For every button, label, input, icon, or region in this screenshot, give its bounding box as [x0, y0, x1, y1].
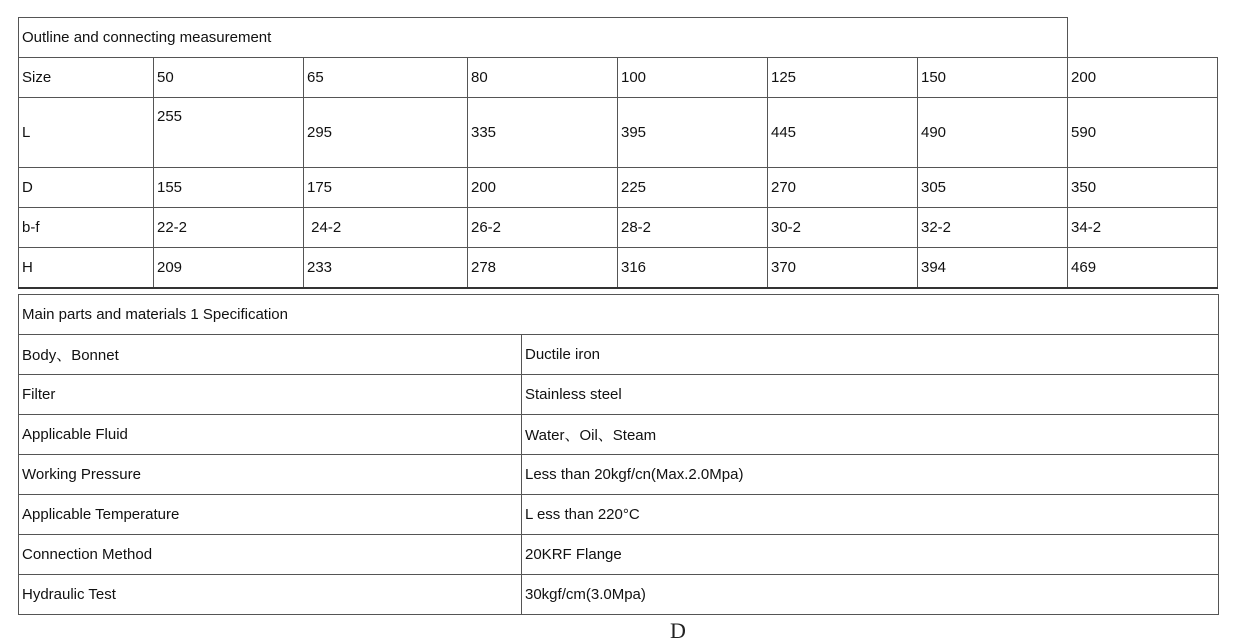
table-cell: 100	[618, 58, 768, 98]
row-label: L	[19, 98, 154, 168]
table-cell: 305	[918, 168, 1068, 208]
table-cell: 32-2	[918, 208, 1068, 248]
table-cell: 20KRF Flange	[522, 535, 1219, 575]
table-cell: Stainless steel	[522, 375, 1219, 415]
table-cell: 22-2	[154, 208, 304, 248]
table-row	[19, 535, 1219, 575]
table-cell: 335	[468, 98, 618, 168]
table-cell: 34-2	[1068, 208, 1218, 248]
row-label: D	[19, 168, 154, 208]
table-cell: 30-2	[768, 208, 918, 248]
table-cell: Water、Oil、Steam	[522, 415, 1219, 455]
row-label: Connection Method	[19, 535, 522, 575]
row-label: Body、Bonnet	[19, 335, 522, 375]
table-cell: 445	[768, 98, 918, 168]
table-row	[19, 248, 1218, 288]
table-cell: 26-2	[468, 208, 618, 248]
table-cell: 175	[304, 168, 468, 208]
row-label: H	[19, 248, 154, 288]
table-cell: 150	[918, 58, 1068, 98]
table-cell: 209	[154, 248, 304, 288]
table-cell: 395	[618, 98, 768, 168]
table-cell: 590	[1068, 98, 1218, 168]
table-cell: 50	[154, 58, 304, 98]
row-label: Applicable Fluid	[19, 415, 522, 455]
table-cell: Less than 20kgf/cn(Max.2.0Mpa)	[522, 455, 1219, 495]
table-cell: 233	[304, 248, 468, 288]
table-cell: 316	[618, 248, 768, 288]
table-cell: 28-2	[618, 208, 768, 248]
section-title: Main parts and materials 1 Specification	[19, 295, 1219, 335]
materials-table	[18, 294, 1219, 615]
table-cell: 490	[918, 98, 1068, 168]
table-row	[19, 18, 1218, 58]
table-cell: 30kgf/cm(3.0Mpa)	[522, 575, 1219, 615]
row-label: Filter	[19, 375, 522, 415]
table-cell: Ductile iron	[522, 335, 1219, 375]
table-cell: 155	[154, 168, 304, 208]
row-label: Size	[19, 58, 154, 98]
table-cell: 65	[304, 58, 468, 98]
outline-measurement-table	[18, 17, 1218, 289]
table-row	[19, 208, 1218, 248]
table-cell: 225	[618, 168, 768, 208]
table-row	[19, 98, 1218, 168]
table-cell: 125	[768, 58, 918, 98]
table-cell: 270	[768, 168, 918, 208]
table-row	[19, 335, 1219, 375]
table-row	[19, 58, 1218, 98]
table-row	[19, 575, 1219, 615]
table-cell: 200	[468, 168, 618, 208]
table-cell: 255	[154, 98, 304, 168]
table-cell: 295	[304, 98, 468, 168]
row-label: b-f	[19, 208, 154, 248]
table-row	[19, 295, 1219, 335]
row-label: Hydraulic Test	[19, 575, 522, 615]
table-cell: 278	[468, 248, 618, 288]
cutoff-text: D	[670, 618, 686, 643]
table-cell: 80	[468, 58, 618, 98]
table-cell: L ess than 220°C	[522, 495, 1219, 535]
table-row	[19, 168, 1218, 208]
section-title: Outline and connecting measurement	[19, 18, 1068, 58]
table-cell: 24-2	[304, 208, 468, 248]
table-row	[19, 375, 1219, 415]
table-cell: 350	[1068, 168, 1218, 208]
table-row	[19, 495, 1219, 535]
table-cell: 370	[768, 248, 918, 288]
row-label: Working Pressure	[19, 455, 522, 495]
row-label: Applicable Temperature	[19, 495, 522, 535]
table-cell: 200	[1068, 58, 1218, 98]
table-row	[19, 455, 1219, 495]
table-cell: 394	[918, 248, 1068, 288]
table-row	[19, 415, 1219, 455]
table-cell: 469	[1068, 248, 1218, 288]
